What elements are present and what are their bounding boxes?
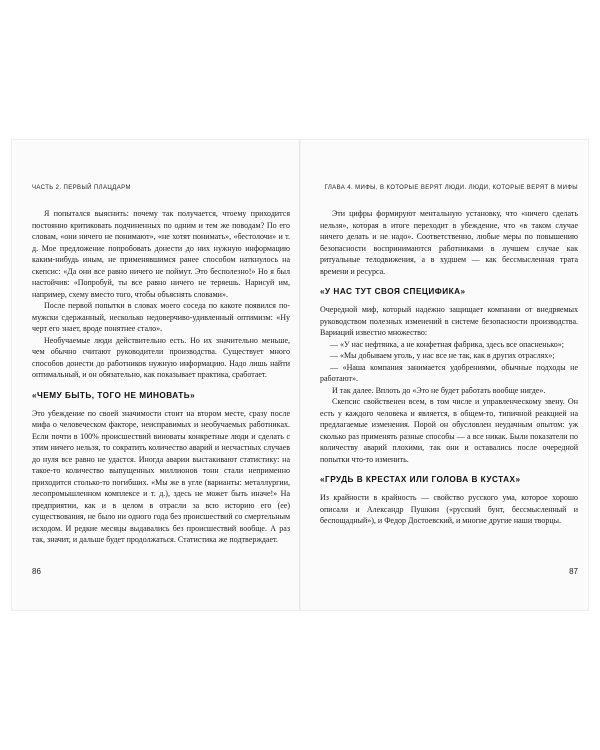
right-page <box>320 140 578 610</box>
section-heading: «ЧЕМУ БЫТЬ, ТОГО НЕ МИНОВАТЬ» <box>32 390 196 400</box>
running-head-left: ЧАСТЬ 2. ПЕРВЫЙ ПЛАЦДАРМ <box>32 185 131 191</box>
paragraph: И так далее. Вплоть до «Это не будет работать вообще нигде». <box>332 385 546 395</box>
running-head-right: ГЛАВА 4. МИФЫ, В КОТОРЫЕ ВЕРЯТ ЛЮДИ. ЛЮДИ, КОТОРЫЕ ВЕРЯТ В МИФЫ <box>324 185 578 191</box>
paragraph: После первой попытки в словах моего соседа по какоте появился по-мужски сдержанный, несколько недоверчиво-удивленный оптимизм: «Ну черт его знает, вроде понятнее стало». <box>32 301 290 333</box>
paragraph: Эти цифры формируют ментальную установку, что «ничего сделать нельзя», которая в итоге переходит в убеждение, что «в таком случае ничего делать и не надо». Соответственно, любые меры по повышению безопасности воспринимаются работниками в лучшем случае как ритуальные телодвижения, а в худшем — как бессмысленная трата времени и ресурса. <box>320 209 578 276</box>
section-heading: «У НАС ТУТ СВОЯ СПЕЦИФИКА» <box>320 287 466 296</box>
quote-line: — «У нас нефтянка, а не конфетная фабрика, здесь все опасненько»; <box>330 339 564 349</box>
paragraph: Скепсис свойственен всем, в том числе и управленческому звену. Он есть у каждого человека и является, в общем-то, типичной реакцией на предлагаемые изменения. Порой он обусловлен неудачным опытом: уж сколько раз применять разные способы — а все никак. Были показатели по количеству аварий плохими, так они и оставались после очередной попытки что-то изменить. <box>320 397 578 464</box>
right-page-text <box>320 208 578 527</box>
left-page-text <box>32 208 290 546</box>
quote-line: — «Мы добываем уголь, у нас все не так, как в других отраслях»; <box>330 351 555 360</box>
page-number-left: 86 <box>32 567 41 576</box>
quote-line: — «Наша компания занимается удобрениями, обычные подходы не работают». <box>320 362 578 383</box>
paragraph: Это убеждение по своей значимости стоит на втором месте, сразу после мифа о человеческом факторе, неисправимых и необучаемых работниках. Если почти в 100% происшествий виноваты конкретные люди и сделать с этим ничего нельзя, то сократить количество аварий и несчастных случаев до нуля все равно не удастся. Иногда аварии выстакивают статистику: на такое-то количество выпущенных миллионов тонн стали неприменно приходится столько-то погибших. «Мы же в угле (варианты: металлургии, лесопромышленном комплексе и т. д.), здесь не может быть иначе!» На предприятии, как и в целом в отрасли за всю историю его (ее) существования, не было ни одного года без происшествий со смертельным исходом. И редкие месяцы выдавались без происшествий вообще. А раз так, значит, и дальше будет продолжаться. Статистика же подтверждает. <box>32 408 290 544</box>
section-heading: «ГРУДЬ В КРЕСТАХ ИЛИ ГОЛОВА В КУСТАХ» <box>320 475 521 484</box>
paragraph: Из крайности в крайность — свойство русского ума, которое хорошо описали и Александр Пушкин («русский бунт, бессмысленный и беспощадный»), и Федор Достоевский, и многие другие наши творцы. <box>320 493 578 525</box>
book-gutter <box>299 140 301 610</box>
left-page <box>32 140 290 610</box>
paragraph: Необучаемые люди действительно есть. Но их значительно меньше, чем обычно считают руководители производства. Существует много способов донести до работников нужную информацию. Надо лишь найти оптимальный, и он обязательно, как показывает практика, сработает. <box>32 335 290 379</box>
page-number-right: 87 <box>569 567 578 576</box>
book-spread <box>12 140 588 610</box>
paragraph: Очередной миф, который надежно защищает компании от внедряемых руководством полезных изменений в системе безопасности производства. Вариаций известно множество: <box>320 305 578 337</box>
paragraph: Я попытался выяснить: почему так получается, чтоему приходится постоянно критиковать подчиненных по одним и тем же поводам? По его словам, «они ничего не понимают», «не хотят понимать», «бестолочи» и т. д. Мое предложение попробовать донести до них нужную информацию каким-нибудь иным, не применявшимся ранее способом наткнулось на скепсис: «Да они все равно ничего не поймут. Это бесполезно!» Но я был настойчив: «Попробуй, ты все равно ничего не теряешь. Нарисуй им, например, схему вместо того, чтобы объяснять словами». <box>32 209 290 299</box>
